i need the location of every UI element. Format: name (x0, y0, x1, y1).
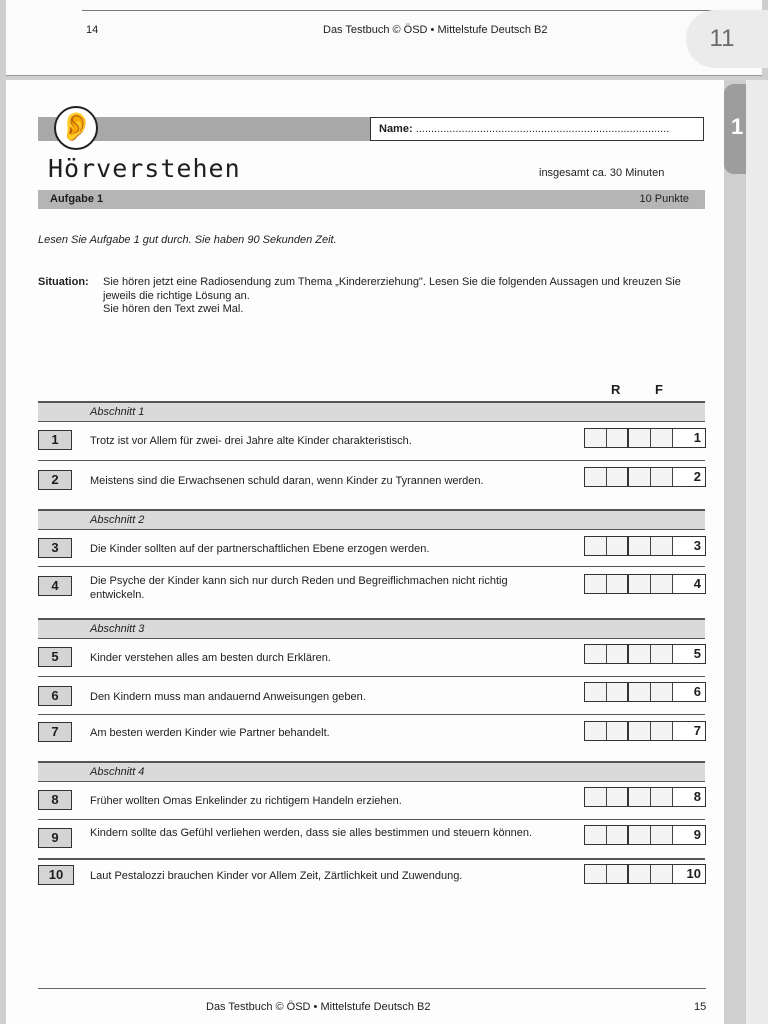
answer-cell-f1[interactable] (629, 788, 651, 806)
answer-cell-f2[interactable] (651, 537, 673, 555)
answer-cell-r1[interactable] (585, 645, 607, 663)
answer-cell-r1[interactable] (585, 537, 607, 555)
previous-page-strip (6, 0, 762, 76)
footer-title: Das Testbuch © ÖSD • Mittelstufe Deutsch B2 (206, 1001, 431, 1013)
item-statement: Früher wollten Omas Enkelinder zu richtigem Handeln erziehen. (90, 795, 402, 807)
answer-boxes[interactable] (584, 721, 706, 741)
answer-cell-f2[interactable] (651, 826, 673, 844)
row-divider (38, 819, 705, 820)
row-divider (38, 460, 705, 461)
answer-cell-r2[interactable] (607, 429, 629, 447)
item-statement: Laut Pestalozzi brauchen Kinder vor Allem Zeit, Zärtlichkeit und Zuwendung. (90, 870, 463, 882)
answer-cell-f2[interactable] (651, 575, 673, 593)
answer-cell-f1[interactable] (629, 722, 651, 740)
page-title: Hörverstehen (48, 154, 241, 183)
answer-box-number: 8 (673, 788, 705, 806)
answer-cell-r2[interactable] (607, 826, 629, 844)
answer-boxes[interactable] (584, 644, 706, 664)
answer-box-number: 9 (673, 826, 705, 844)
answer-box-number: 5 (673, 645, 705, 663)
section-header: Abschnitt 3 (38, 618, 705, 639)
answer-boxes[interactable] (584, 787, 706, 807)
instruction-text: Lesen Sie Aufgabe 1 gut durch. Sie haben 90 Sekunden Zeit. (38, 234, 337, 246)
answer-cell-f1[interactable] (629, 683, 651, 701)
answer-cell-r2[interactable] (607, 683, 629, 701)
column-header-f: F (655, 382, 663, 397)
answer-cell-f1[interactable] (629, 429, 651, 447)
answer-cell-r2[interactable] (607, 865, 629, 883)
item-statement: Die Psyche der Kinder kann sich nur durch Reden und Begreiflichmachen nicht richtig entwickeln. (90, 575, 508, 601)
answer-cell-r1[interactable] (585, 683, 607, 701)
row-divider (38, 858, 705, 860)
answer-cell-r1[interactable] (585, 429, 607, 447)
column-header-r: R (611, 382, 621, 397)
answer-cell-r2[interactable] (607, 722, 629, 740)
item-number: 4 (38, 576, 72, 596)
answer-box-number: 4 (673, 575, 705, 593)
answer-cell-f1[interactable] (629, 645, 651, 663)
item-number: 8 (38, 790, 72, 810)
item-statement: Trotz ist vor Allem für zwei- drei Jahre alte Kinder charakteristisch. (90, 435, 412, 447)
answer-box-number: 7 (673, 722, 705, 740)
answer-cell-f1[interactable] (629, 826, 651, 844)
answer-box-number: 1 (673, 429, 705, 447)
answer-box-number: 6 (673, 683, 705, 701)
answer-cell-r1[interactable] (585, 722, 607, 740)
answer-boxes[interactable] (584, 682, 706, 702)
answer-cell-r2[interactable] (607, 468, 629, 486)
answer-cell-f2[interactable] (651, 683, 673, 701)
situation-text-2: Sie hören den Text zwei Mal. (103, 303, 244, 315)
answer-boxes[interactable] (584, 825, 706, 845)
task-label: Aufgabe 1 (50, 193, 104, 205)
answer-cell-r1[interactable] (585, 575, 607, 593)
name-label: Name: (379, 123, 413, 135)
item-number: 9 (38, 828, 72, 848)
section-header: Abschnitt 2 (38, 509, 705, 530)
next-page-edge (746, 80, 768, 1024)
row-divider (38, 566, 705, 567)
answer-cell-f2[interactable] (651, 468, 673, 486)
answer-cell-f1[interactable] (629, 537, 651, 555)
item-number: 10 (38, 865, 74, 885)
answer-boxes[interactable] (584, 428, 706, 448)
chapter-tab[interactable]: 1 (724, 84, 746, 174)
answer-cell-f2[interactable] (651, 645, 673, 663)
name-field[interactable] (370, 117, 704, 141)
answer-cell-f2[interactable] (651, 429, 673, 447)
item-statement: Am besten werden Kinder wie Partner behandelt. (90, 727, 330, 739)
item-statement: Die Kinder sollten auf der partnerschaftlichen Ebene erzogen werden. (90, 543, 430, 555)
previous-page-title: Das Testbuch © ÖSD • Mittelstufe Deutsch B2 (323, 24, 548, 36)
answer-cell-f2[interactable] (651, 722, 673, 740)
task-points: 10 Punkte (639, 193, 689, 205)
duration-text: insgesamt ca. 30 Minuten (539, 167, 665, 179)
item-number: 1 (38, 430, 72, 450)
answer-boxes[interactable] (584, 864, 706, 884)
answer-boxes[interactable] (584, 536, 706, 556)
previous-page-number: 14 (86, 24, 99, 36)
item-statement: Meistens sind die Erwachsenen schuld daran, wenn Kinder zu Tyrannen werden. (90, 475, 484, 487)
row-divider (38, 714, 705, 715)
page-indicator-badge[interactable]: 11 (686, 10, 768, 68)
answer-box-number: 10 (673, 865, 705, 883)
item-statement: Kindern sollte das Gefühl verliehen werden, dass sie alles bestimmen und steuern können. (90, 827, 533, 839)
answer-cell-r1[interactable] (585, 865, 607, 883)
name-dots: ................................................................................... (415, 123, 670, 135)
situation-label: Situation: (38, 276, 89, 288)
answer-cell-r2[interactable] (607, 575, 629, 593)
item-number: 3 (38, 538, 72, 558)
task-bar (38, 190, 705, 209)
answer-boxes[interactable] (584, 467, 706, 487)
ear-icon: 👂 (54, 106, 98, 150)
answer-cell-r1[interactable] (585, 788, 607, 806)
answer-cell-r2[interactable] (607, 788, 629, 806)
answer-cell-f1[interactable] (629, 468, 651, 486)
item-number: 2 (38, 470, 72, 490)
answer-cell-f1[interactable] (629, 865, 651, 883)
footer-page-number: 15 (694, 1001, 707, 1013)
item-statement: Kinder verstehen alles am besten durch Erklären. (90, 652, 331, 664)
item-number: 7 (38, 722, 72, 742)
section-header: Abschnitt 4 (38, 761, 705, 782)
item-statement: Den Kindern muss man andauernd Anweisungen geben. (90, 691, 366, 703)
answer-cell-f2[interactable] (651, 788, 673, 806)
answer-box-number: 3 (673, 537, 705, 555)
answer-boxes[interactable] (584, 574, 706, 594)
section-header: Abschnitt 1 (38, 401, 705, 422)
answer-box-number: 2 (673, 468, 705, 486)
situation-text: Sie hören jetzt eine Radiosendung zum Thema „Kindererziehung". Lesen Sie die folgenden Aussagen und kreuzen Sie jeweils die richtige Lösung an. (103, 276, 681, 302)
answer-cell-f1[interactable] (629, 575, 651, 593)
item-number: 6 (38, 686, 72, 706)
answer-cell-f2[interactable] (651, 865, 673, 883)
answer-cell-r1[interactable] (585, 826, 607, 844)
answer-cell-r1[interactable] (585, 468, 607, 486)
item-number: 5 (38, 647, 72, 667)
row-divider (38, 676, 705, 677)
footer-rule (38, 988, 706, 989)
answer-cell-r2[interactable] (607, 645, 629, 663)
answer-cell-r2[interactable] (607, 537, 629, 555)
top-rule (82, 10, 714, 11)
